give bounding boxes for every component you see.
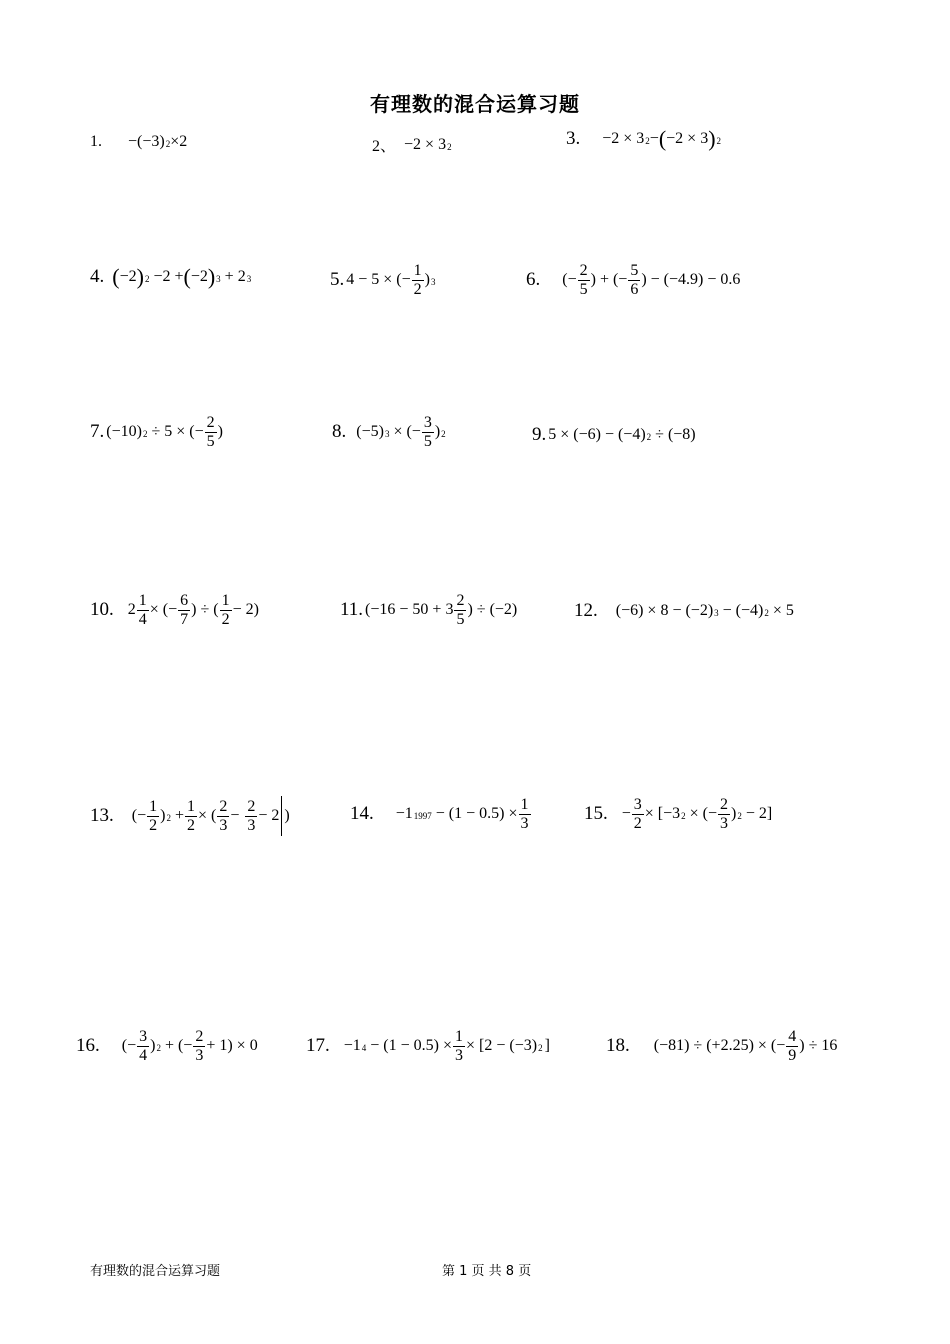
expr-text: ×2: [170, 133, 188, 150]
exponent: 2: [447, 141, 452, 152]
exponent: 3: [430, 277, 436, 288]
exponent: 2: [646, 432, 652, 442]
denominator: 3: [195, 1046, 204, 1064]
footer-title: 有理数的混合运算习题: [90, 1264, 221, 1279]
exponent: 2: [144, 274, 150, 284]
exponent: 3: [714, 608, 719, 618]
problem-16: [76, 1028, 258, 1064]
numerator: 1: [221, 592, 230, 609]
numerator: 2: [247, 797, 256, 815]
expression: [654, 1028, 838, 1064]
expr-text: − (1 − 0.5) ×: [370, 1037, 453, 1055]
expression: [365, 592, 517, 628]
problem-4: [90, 266, 251, 288]
expr-text: ) ÷ 16: [799, 1037, 838, 1055]
expression: [346, 262, 435, 298]
exponent: 3: [216, 274, 221, 284]
fraction: [178, 592, 190, 628]
denominator: 2: [186, 816, 195, 834]
expr-text: ]: [544, 1037, 550, 1055]
expr-text: + (−: [164, 1037, 193, 1055]
expr-text: −(−3): [128, 133, 165, 150]
expression: [616, 602, 794, 620]
denominator: 3: [219, 816, 228, 834]
expr-text: ) ÷ (−2): [467, 601, 518, 619]
problem-14: [350, 796, 532, 832]
numerator: 1: [455, 1028, 464, 1045]
problem-1: [90, 133, 187, 151]
problem-number: 12.: [574, 600, 598, 621]
denominator: 3: [520, 814, 529, 832]
expression: [112, 266, 251, 288]
fraction: [185, 798, 197, 834]
fraction: [245, 798, 257, 834]
problem-number: 1.: [90, 133, 102, 150]
expr-text: +: [174, 807, 184, 824]
expr-text: − 2: [258, 807, 280, 824]
expr-text: −2 × 3: [602, 130, 645, 147]
exponent: 1997: [413, 811, 432, 822]
problem-8: [332, 414, 446, 450]
numerator: 2: [206, 414, 215, 431]
problem-5: [330, 262, 435, 298]
problem-18: [606, 1028, 837, 1064]
fraction: [718, 796, 730, 832]
exponent: 3: [246, 274, 252, 284]
expr-text: × (: [197, 807, 217, 824]
left-paren: (: [658, 126, 667, 151]
problem-number: 2、: [372, 138, 397, 155]
expr-text: + 2: [224, 268, 246, 285]
problem-15: [584, 796, 772, 832]
denominator: 6: [630, 280, 639, 298]
numerator: 2: [219, 797, 228, 815]
numerator: 4: [788, 1028, 797, 1045]
exponent: 3: [384, 429, 390, 440]
problem-7: [90, 414, 223, 450]
denominator: 3: [455, 1046, 464, 1064]
left-paren: (: [112, 264, 120, 289]
expr-text: (−: [131, 807, 147, 824]
denominator: 4: [138, 610, 147, 628]
expr-text: ): [160, 807, 166, 824]
expression: [344, 1028, 550, 1064]
expr-text: −: [649, 130, 659, 147]
expression: [396, 796, 532, 832]
fraction: [578, 262, 590, 298]
problem-10: [90, 592, 259, 628]
denominator: 3: [720, 814, 729, 832]
expr-text: ÷ (−8): [655, 426, 696, 443]
numerator: 3: [423, 414, 432, 431]
fraction: [205, 414, 217, 450]
right-paren: ): [136, 264, 144, 289]
denominator: 5: [423, 432, 432, 450]
denominator: 2: [221, 610, 230, 628]
problem-number: 6.: [526, 269, 541, 291]
numerator: 3: [633, 796, 642, 813]
exponent: 2: [681, 811, 686, 822]
problem-number: 15.: [584, 803, 608, 825]
expr-text: × 5: [772, 602, 794, 619]
expr-text: ): [424, 271, 430, 289]
expr-text: −2 × 3: [404, 135, 447, 153]
numerator: 1: [413, 262, 422, 279]
fraction: [137, 592, 149, 628]
denominator: 2: [413, 280, 422, 298]
fraction: [519, 796, 531, 832]
expr-text: ) ÷ (: [191, 601, 219, 619]
expr-text: × [2 − (−3): [466, 1037, 538, 1055]
fraction: [412, 262, 424, 298]
denominator: 2: [149, 816, 158, 834]
fraction: [786, 1028, 798, 1064]
expr-text: (−: [562, 271, 577, 289]
numerator: 5: [630, 262, 639, 279]
expr-text: × (−: [393, 423, 421, 441]
fraction: [137, 1028, 149, 1064]
expr-text: −2: [190, 268, 208, 285]
denominator: 9: [788, 1046, 797, 1064]
fraction: [453, 1028, 465, 1064]
expr-text: ): [150, 1037, 156, 1055]
expr-text: 5 × (−6) − (−4): [548, 426, 646, 443]
numerator: 2: [579, 262, 588, 279]
expression: [110, 133, 187, 151]
expr-text: − (1 − 0.5) ×: [435, 805, 518, 823]
exponent: 2: [142, 429, 148, 440]
denominator: 2: [633, 814, 642, 832]
expression: [548, 426, 695, 444]
numerator: 1: [186, 797, 195, 815]
expr-text: (−81) ÷ (+2.25) × (−: [653, 1037, 786, 1055]
numerator: 2: [720, 796, 729, 813]
problem-number: 16.: [76, 1035, 100, 1057]
expression: [128, 592, 259, 628]
problem-11: [340, 592, 517, 628]
expr-text: −: [621, 805, 631, 823]
expression: [132, 796, 290, 836]
expr-text: −2: [119, 268, 137, 285]
problem-number: 4.: [90, 266, 105, 287]
expression: [122, 1028, 258, 1064]
problem-number: 7.: [90, 421, 105, 443]
expr-text: ): [284, 807, 290, 824]
expr-text: (−6) × 8 − (−2): [615, 602, 714, 619]
denominator: 5: [456, 610, 465, 628]
numerator: 1: [138, 592, 147, 609]
expr-text: −1: [395, 805, 413, 823]
problem-number: 13.: [90, 805, 114, 826]
expression: [602, 128, 721, 150]
problem-6: [526, 262, 740, 298]
problem-number: 5.: [330, 269, 345, 291]
expression: [106, 414, 223, 450]
expr-text: ) + (−: [590, 271, 628, 289]
problem-number: 8.: [332, 421, 347, 443]
fraction: [628, 262, 640, 298]
problem-number: 3.: [566, 128, 581, 149]
expr-text: (−5): [356, 423, 384, 441]
expr-text: ): [434, 423, 441, 441]
expr-text: ): [731, 805, 737, 823]
expr-text: (−: [121, 1037, 137, 1055]
numerator: 6: [180, 592, 189, 609]
page-number: 第 1 页 共 8 页: [442, 1264, 532, 1279]
problem-number: 18.: [606, 1035, 630, 1057]
problem-number: 17.: [306, 1035, 330, 1057]
expr-text: (−10): [106, 423, 142, 441]
expr-text: − (−4): [722, 602, 764, 619]
problem-number: 14.: [350, 803, 374, 825]
numerator: 1: [520, 796, 529, 813]
problem-3: [566, 128, 721, 150]
problem-number: 11.: [340, 599, 364, 621]
fraction: [632, 796, 644, 832]
left-paren: (: [183, 264, 191, 289]
exponent: 2: [538, 1043, 543, 1054]
expr-text: (−16 − 50 + 3: [365, 601, 454, 619]
exponent: 2: [165, 139, 171, 149]
expr-text: × [−3: [644, 805, 681, 823]
expr-text: ): [217, 423, 223, 441]
exponent: 2: [645, 136, 650, 146]
expression: [404, 136, 452, 154]
right-paren: ): [207, 264, 216, 289]
expr-text: −: [230, 807, 240, 824]
expr-text: −1: [343, 1037, 361, 1055]
problem-number: 10.: [90, 599, 114, 621]
fraction: [147, 798, 159, 834]
problem-13: [90, 796, 290, 836]
expression: [562, 262, 740, 298]
expr-text: − 2]: [745, 805, 773, 823]
numerator: 2: [195, 1028, 204, 1045]
expr-text: ) − (−4.9) − 0.6: [641, 271, 741, 289]
denominator: 5: [206, 432, 215, 450]
problem-2: [372, 133, 452, 156]
expr-text: × (−: [689, 805, 718, 823]
page-title: 有理数的混合运算习题: [370, 92, 580, 116]
fraction: [220, 592, 232, 628]
numerator: 3: [139, 1028, 148, 1045]
fraction: [422, 414, 434, 450]
expr-text: 4 − 5 × (−: [346, 271, 411, 289]
whole-number: 2: [127, 601, 136, 619]
exponent: 4: [361, 1043, 367, 1054]
expr-text: − 2): [232, 601, 259, 619]
exponent: 2: [441, 429, 446, 440]
denominator: 5: [579, 280, 588, 298]
exponent: 2: [764, 608, 769, 618]
denominator: 3: [247, 816, 256, 834]
expression: [356, 414, 445, 450]
expression: [622, 796, 772, 832]
problem-number: 9.: [532, 424, 547, 445]
numerator: 1: [149, 797, 158, 815]
problem-12: [574, 600, 794, 622]
expr-text: + 1) × 0: [206, 1037, 258, 1055]
numerator: 2: [456, 592, 465, 609]
problem-17: [306, 1028, 550, 1064]
right-paren: ): [708, 126, 716, 151]
expr-text: −2 +: [153, 268, 184, 285]
fraction: [193, 1028, 205, 1064]
fraction: [454, 592, 466, 628]
expr-text: −2 × 3: [666, 130, 709, 147]
exponent: 2: [737, 811, 742, 822]
exponent: 2: [166, 813, 171, 823]
vertical-bar: [281, 796, 282, 836]
expr-text: ÷ 5 × (−: [151, 423, 204, 441]
denominator: 4: [139, 1046, 148, 1064]
exponent: 2: [156, 1043, 161, 1054]
problem-9: [532, 424, 696, 446]
fraction: [217, 798, 229, 834]
expr-text: × (−: [149, 601, 178, 619]
denominator: 7: [180, 610, 189, 628]
exponent: 2: [716, 136, 722, 146]
